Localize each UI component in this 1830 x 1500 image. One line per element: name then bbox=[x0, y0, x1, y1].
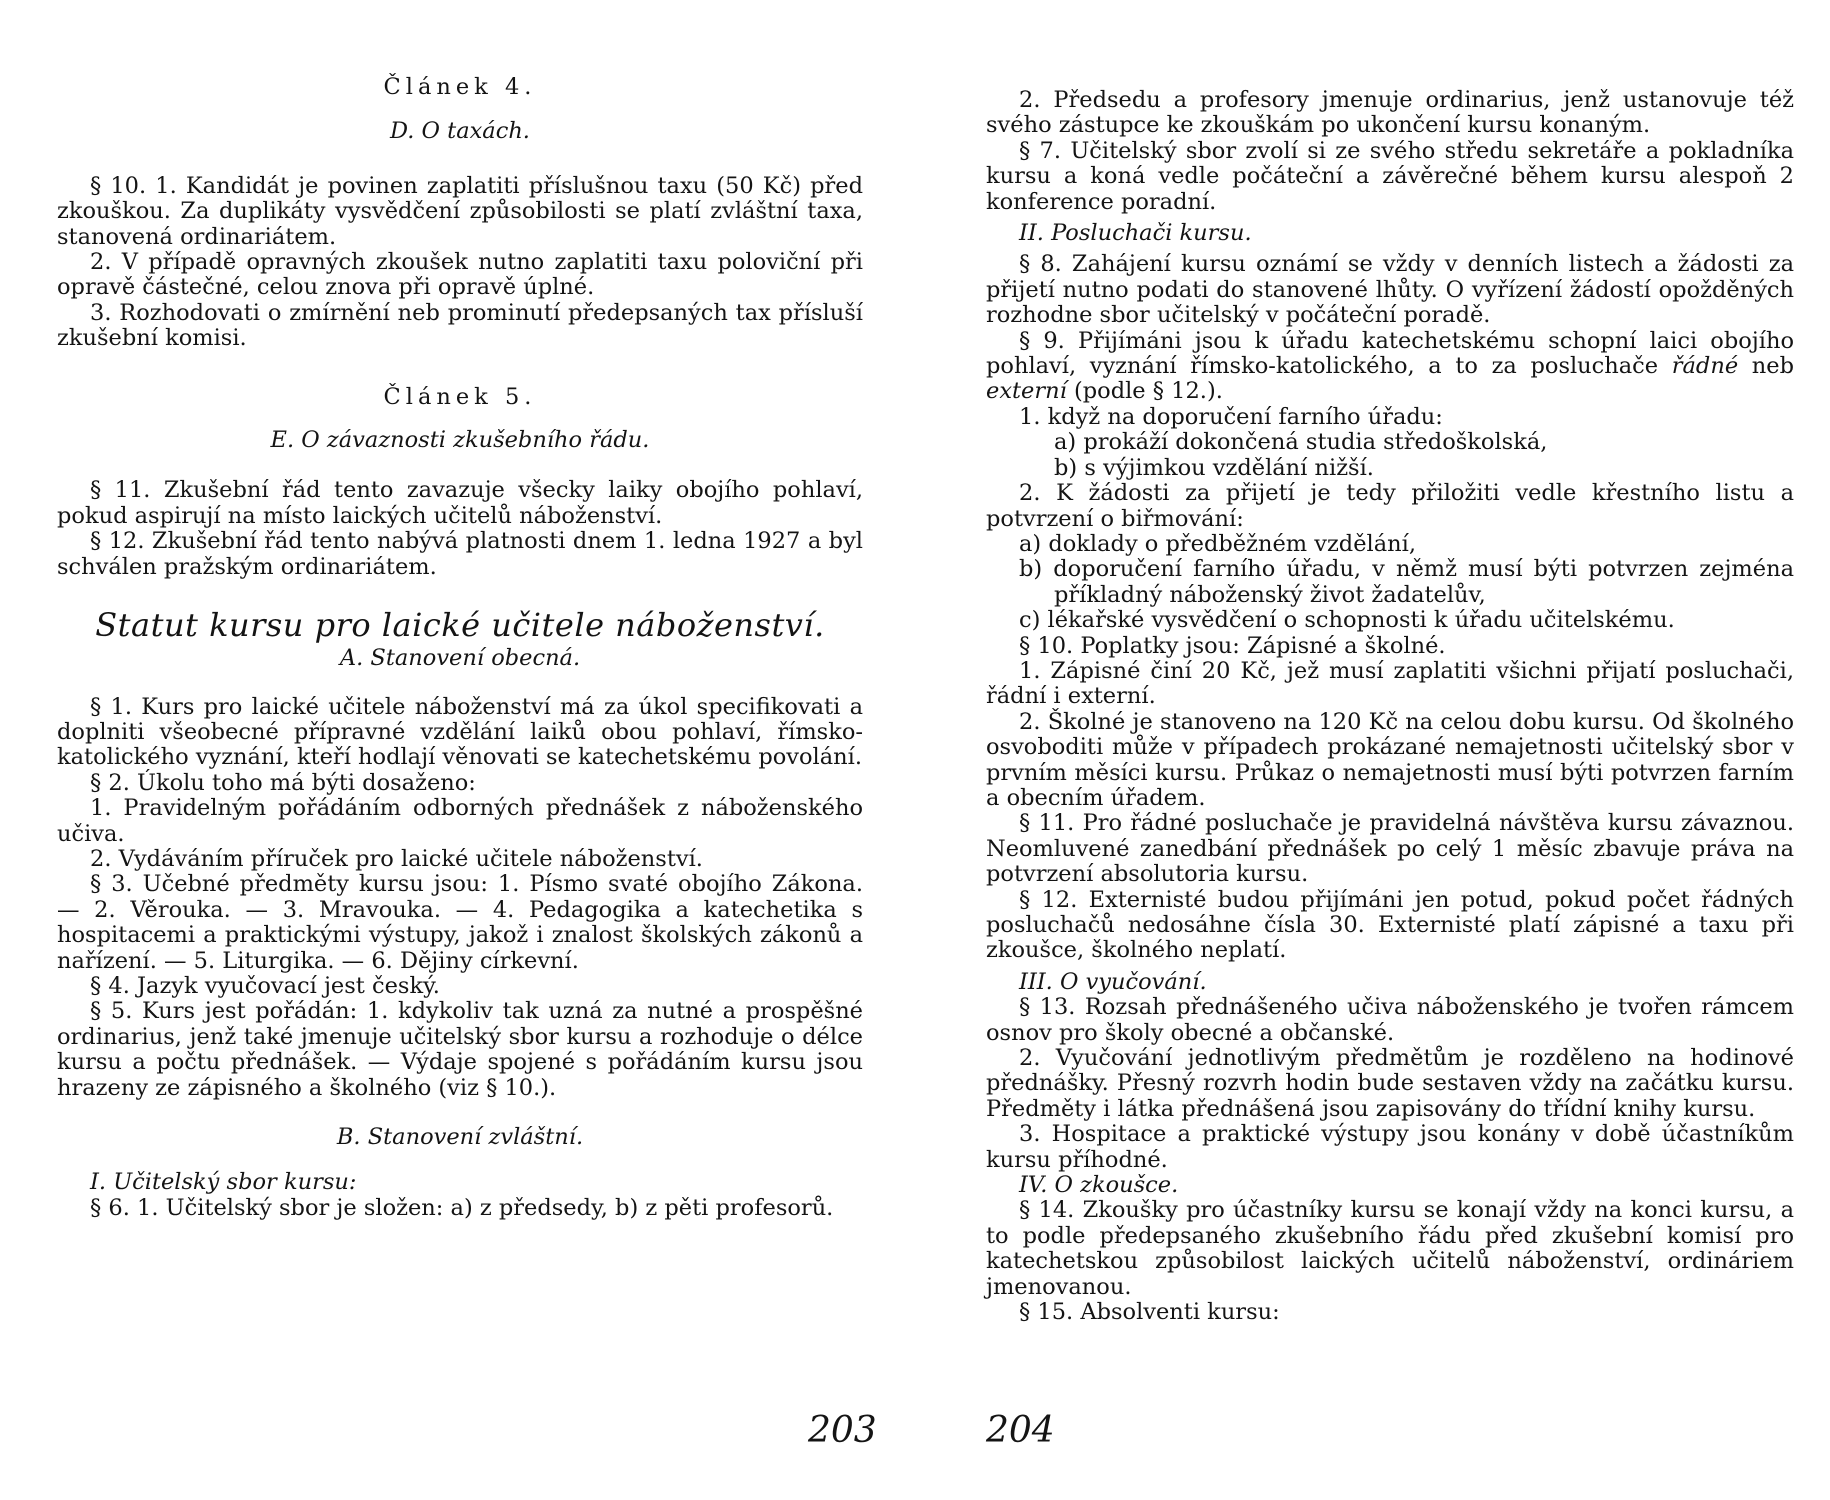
article-5-heading: Článek 5. bbox=[383, 383, 537, 410]
paragraph-9-item-2: 2. K žádosti za přijetí je tedy přiložiti vedle křestního listu a potvrzení o biřmování: bbox=[986, 480, 1794, 532]
page-number-left: 203 bbox=[808, 1410, 877, 1451]
section-i-title: I. Učitelský sbor kursu: bbox=[90, 1169, 357, 1196]
paragraph-14: § 14. Zkoušky pro účastníky kursu se konají vždy na konci kursu, a to podle předepsaného zkušebního řádu před zkušební komisí pro katechetskou způsobilost laických učitelů náboženství, ordináriem jmenovanou. bbox=[986, 1197, 1794, 1300]
paragraph-9-item-1: 1. když na doporučení farního úřadu: bbox=[1019, 403, 1443, 430]
paragraph-9-item-2c: c) lékařské vysvědčení o schopnosti k úřadu učitelskému. bbox=[1019, 607, 1675, 634]
paragraph-9-externi: externí bbox=[986, 378, 1067, 405]
paragraph-1: § 1. Kurs pro laické učitele náboženství má za úkol specifikovati a doplniti všeobecné přípravné vzdělání laiků obou pohlaví, římsko-katolického vyznání, kteří hodlají věnovati se katechetskému povolání. bbox=[57, 693, 863, 771]
paragraph-8: § 8. Zahájení kursu oznámí se vždy v denních listech a žádosti za přijetí nutno podati do stanovené lhůty. O vyřízení žádostí opožděných rozhodne sbor učitelský v počáteční poradě. bbox=[986, 251, 1794, 329]
paragraph-10: § 10. Poplatky jsou: Zápisné a školné. bbox=[1019, 632, 1446, 659]
paragraph-6-2: 2. Předsedu a profesory jmenuje ordinarius, jenž ustanovuje též svého zástupce ke zkouškám po ukončení kursu konaným. bbox=[986, 87, 1794, 139]
paragraph-10-3: 3. Rozhodovati o zmírnění neb prominutí předepsaných tax přísluší zkušební komisi. bbox=[57, 299, 863, 352]
paragraph-9-radne: řádné bbox=[1671, 353, 1739, 380]
article-4-title: D. O taxách. bbox=[390, 118, 530, 145]
paragraph-2-item-1: 1. Pravidelným pořádáním odborných přednášek z náboženského učiva. bbox=[57, 795, 863, 847]
left-page bbox=[57, 0, 863, 1221]
statute-title: Statut kursu pro laické učitele náboženství. bbox=[95, 606, 825, 645]
paragraph-10-1: § 10. 1. Kandidát je povinen zaplatiti příslušnou taxu (50 Kč) před zkouškou. Za duplikáty vysvědčení způsobilosti se platí zvláštní taxa, stanovená ordinariátem. bbox=[57, 172, 863, 250]
paragraph-9-text: § 9. Přijímáni jsou k úřadu katechetskému schopní laici obojího pohlaví, vyznání římsko-katolického, a to za posluchače bbox=[986, 327, 1794, 380]
paragraph-13-3: 3. Hospitace a praktické výstupy jsou konány v době účastníkům kursu příhodné. bbox=[986, 1121, 1794, 1173]
section-ii-title: II. Posluchači kursu. bbox=[1019, 220, 1252, 247]
paragraph-2-item-2: 2. Vydáváním příruček pro laické učitele náboženství. bbox=[90, 845, 703, 872]
paragraph-2: § 2. Úkolu toho má býti dosaženo: bbox=[90, 769, 476, 796]
page-number-right: 204 bbox=[986, 1410, 1055, 1451]
paragraph-11: § 11. Pro řádné posluchače je pravidelná návštěva kursu závaznou. Neomluvené zanedbání přednášek po celý 1 měsíc zbavuje práva na potvrzení absolutoria kursu. bbox=[986, 810, 1794, 888]
paragraph-10-2: 2. Školné je stanoveno na 120 Kč na celou dobu kursu. Od školného osvoboditi může v případech prokázané nemajetnosti učitelský sbor v prvním měsíci kursu. Průkaz o nemajetnosti musí býti potvrzen farním a obecním úřadem. bbox=[986, 708, 1794, 811]
paragraph-12: § 12. Zkušební řád tento nabývá platnosti dnem 1. ledna 1927 a byl schválen pražským ordinariátem. bbox=[57, 528, 863, 580]
paragraph-9-item-2a: a) doklady o předběžném vzdělání, bbox=[1019, 530, 1416, 557]
paragraph-9-item-1b: b) s výjimkou vzdělání nižší. bbox=[1054, 454, 1374, 481]
paragraph-9-item-2b: b) doporučení farního úřadu, v němž musí býti potvrzen zejména příkladný náboženský život žadatelův, bbox=[1019, 556, 1794, 608]
paragraph-4: § 4. Jazyk vyučovací jest český. bbox=[90, 972, 440, 999]
paragraph-5: § 5. Kurs jest pořádán: 1. kdykoliv tak uzná za nutné a prospěšné ordinarius, jenž také jmenuje učitelský sbor kursu a rozhoduje o délce kursu a počtu přednášek. — Výdaje spojené s pořádáním kursu jsou hrazeny ze zápisného a školného (viz § 10.). bbox=[57, 998, 863, 1101]
paragraph-6: § 6. 1. Učitelský sbor je složen: a) z předsedy, b) z pěti profesorů. bbox=[90, 1194, 834, 1221]
section-a-title: A. Stanovení obecná. bbox=[339, 645, 581, 672]
article-5-title: E. O závaznosti zkušebního řádu. bbox=[270, 427, 650, 454]
paragraph-9 bbox=[986, 329, 1794, 405]
section-iv-title: IV. O zkoušce. bbox=[1019, 1172, 1179, 1199]
right-page bbox=[986, 0, 1794, 1326]
paragraph-13: § 13. Rozsah přednášeného učiva náboženského je tvořen rámcem osnov pro školy obecné a občanské. bbox=[986, 994, 1794, 1046]
section-iii-title: III. O vyučování. bbox=[1019, 968, 1207, 995]
paragraph-15: § 15. Absolventi kursu: bbox=[1019, 1299, 1280, 1326]
paragraph-3: § 3. Učebné předměty kursu jsou: 1. Písmo svaté obojího Zákona. — 2. Věrouka. — 3. Mravouka. — 4. Pedagogika a katechetika s hospitacemi a praktickými výstupy, jakož i znalost školských zákonů a nařízení. — 5. Liturgika. — 6. Dějiny církevní. bbox=[57, 871, 863, 974]
article-4-heading: Článek 4. bbox=[383, 74, 537, 100]
paragraph-9-end: (podle § 12.). bbox=[1066, 378, 1223, 405]
paragraph-10-2: 2. V případě opravných zkoušek nutno zaplatiti taxu poloviční při opravě částečné, celou znova při opravě úplné. bbox=[57, 249, 863, 301]
paragraph-9-item-1a: a) prokáží dokončená studia středoškolská, bbox=[1054, 429, 1548, 456]
paragraph-7: § 7. Učitelský sbor zvolí si ze svého středu sekretáře a pokladníka kursu a koná vedle počáteční a závěrečné během kursu alespoň 2 konference poradní. bbox=[986, 137, 1794, 215]
paragraph-12: § 12. Externisté budou přijímáni jen potud, pokud počet řádných posluchačů nedosáhne čísla 30. Externisté platí zápisné a taxu při zkoušce, školného neplatí. bbox=[986, 886, 1794, 964]
paragraph-11: § 11. Zkušební řád tento zavazuje všecky laiky obojího pohlaví, pokud aspirují na místo laických učitelů náboženství. bbox=[57, 477, 863, 529]
section-b-title: B. Stanovení zvláštní. bbox=[336, 1124, 584, 1150]
paragraph-9-neb: neb bbox=[1738, 353, 1795, 380]
paragraph-10-1: 1. Zápisné činí 20 Kč, jež musí zaplatiti všichni přijatí posluchači, řádní i externí. bbox=[986, 657, 1794, 710]
paragraph-13-2: 2. Vyučování jednotlivým předmětům je rozděleno na hodinové přednášky. Přesný rozvrh hodin bude sestaven vždy na začátku kursu. Předměty i látka přednášená jsou zapisovány do třídní knihy kursu. bbox=[986, 1045, 1794, 1122]
